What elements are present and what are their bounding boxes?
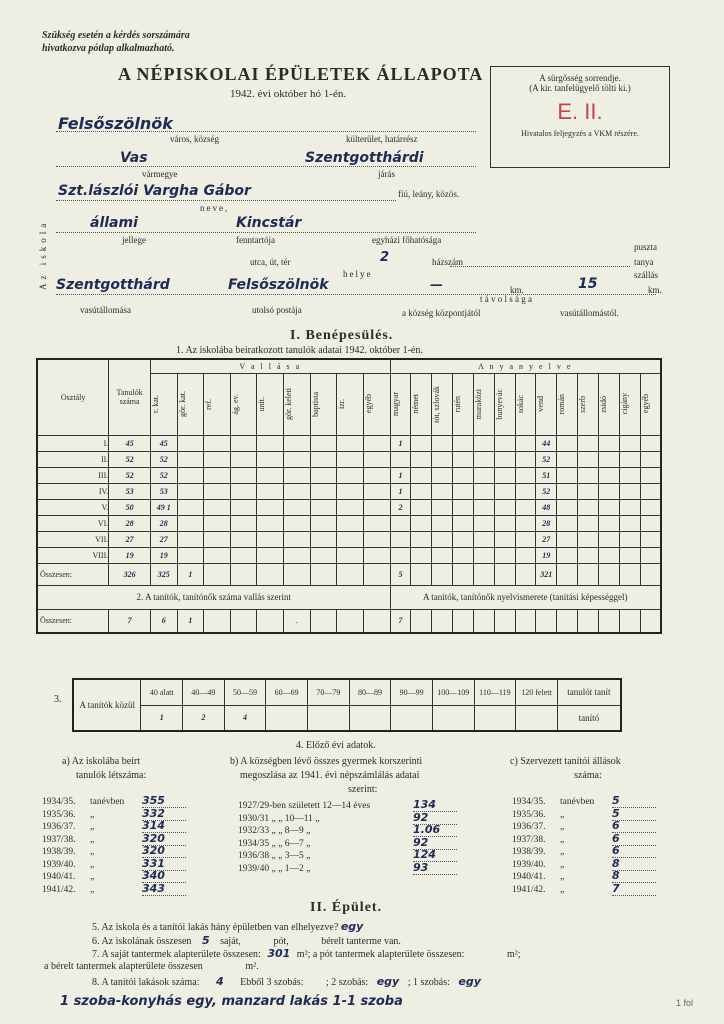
- year: 1934/35.: [42, 797, 76, 807]
- label: „: [560, 834, 565, 845]
- year: 1938/39.: [42, 847, 76, 857]
- age-value: [391, 705, 433, 731]
- cell-class: VIII.: [37, 547, 109, 563]
- value: 340: [142, 869, 186, 883]
- language-header: magyar: [390, 392, 400, 416]
- list-item: [238, 811, 508, 824]
- age-header: 70—79: [308, 679, 350, 705]
- table-row: [37, 451, 661, 467]
- dist-station-label: vasútállomástól.: [560, 308, 619, 318]
- station-label: vasútállomása: [80, 305, 131, 315]
- year: 1936/37.: [42, 822, 76, 832]
- religion-header: gör. kat.: [177, 391, 187, 417]
- q7-label-a: 7. A saját tantermek alapterülete összesen:: [92, 949, 261, 960]
- church-label: egyházi főhatósága: [372, 235, 442, 245]
- cell-magyar: [390, 515, 411, 531]
- list-item: [238, 861, 508, 874]
- year: 1935/36.: [512, 809, 546, 820]
- age-row-top: tanulót tanít: [557, 679, 621, 705]
- language-header: román: [557, 393, 567, 415]
- table-row: [37, 547, 661, 563]
- district-label: járás: [378, 169, 395, 179]
- label: 1936/38 „ „ 3—5 „: [238, 851, 311, 861]
- section1-subtitle: 1. Az iskolába beiratkozott tanulók adatai 1942. október 1-én.: [176, 345, 423, 356]
- cell-rkat: 27: [150, 531, 177, 547]
- tavolsaga-label: t á v o l s á g a: [480, 294, 532, 304]
- q6: [92, 934, 401, 947]
- station-value: Szentgotthárd: [56, 277, 170, 293]
- q8-2-value: egy: [376, 975, 400, 988]
- year: 1935/36.: [42, 809, 76, 820]
- q8-label-c: ; 2 szobás:: [325, 977, 369, 988]
- page-title: A NÉPISKOLAI ÉPÜLETEK ÁLLAPOTA: [118, 64, 484, 84]
- value: 355: [142, 794, 186, 808]
- age-header: 60—69: [266, 679, 308, 705]
- cell-rkat: 19: [150, 547, 177, 563]
- age-header: 40—49: [183, 679, 225, 705]
- language-header: sokác: [515, 394, 525, 414]
- table-row: [37, 515, 661, 531]
- religion-header: unit.: [257, 396, 267, 412]
- a-title2: tanulók létszáma:: [76, 770, 147, 781]
- page-mark: 1 fol: [676, 998, 694, 1008]
- age-value: [266, 705, 308, 731]
- col-tanulok-header: Tanulók száma: [109, 359, 151, 435]
- street-label: utca, út, tér: [250, 257, 291, 267]
- label: 1932/33 „ „ 8—9 „: [238, 826, 311, 836]
- language-header: cigány: [619, 393, 629, 415]
- tanya-line: [450, 266, 630, 267]
- city-label: város, község: [170, 134, 219, 144]
- label: „: [560, 872, 565, 882]
- value: 331: [142, 857, 186, 871]
- q7-label-e: m².: [245, 961, 259, 972]
- value: 8: [612, 869, 656, 883]
- value: 320: [142, 844, 186, 858]
- q7-label-d: a bérelt tantermek alapterülete összesen: [44, 961, 203, 972]
- station-line: [56, 294, 656, 295]
- q8-label-d: ; 1 szobás:: [407, 977, 450, 988]
- religion-header: r. kat.: [150, 395, 160, 413]
- q7: [92, 947, 521, 960]
- cell-rkat: 49 1: [150, 499, 177, 515]
- label: 1927/29-ben született 12—14 éves: [238, 801, 371, 811]
- value: 7: [612, 882, 656, 896]
- nature-line: [56, 232, 476, 233]
- house-label: házszám: [432, 257, 463, 267]
- szallas-label: szállás: [634, 270, 658, 280]
- label: „: [90, 872, 95, 882]
- age-header: 110—119: [474, 679, 516, 705]
- cell-class: VII.: [37, 531, 109, 547]
- label: „: [90, 809, 95, 820]
- sum-label: Összesen:: [37, 563, 109, 585]
- list-item: [42, 819, 222, 832]
- value: 6: [612, 832, 656, 846]
- urgency-box: [490, 66, 670, 168]
- table-row: [37, 531, 661, 547]
- value: 8: [612, 857, 656, 871]
- list-item: [512, 819, 672, 832]
- age-value: 1: [141, 705, 183, 731]
- sum-magyar: 5: [390, 563, 411, 585]
- value: 92: [413, 811, 457, 825]
- city-value: Felsőszölnök: [58, 114, 173, 133]
- q5-value: egy: [340, 920, 364, 933]
- maintainer-label: fenntartója: [236, 235, 275, 245]
- age-value: [474, 705, 516, 731]
- name-label: neve,: [200, 203, 230, 213]
- year: 1939/40.: [42, 859, 76, 870]
- vallasa-header: V a l l á s a: [150, 359, 390, 373]
- age-header: 40 alatt: [141, 679, 183, 705]
- puszta-label: puszta: [634, 242, 657, 252]
- cell-class: I.: [37, 435, 109, 451]
- language-header: tót, szlovák: [432, 385, 442, 423]
- value: 320: [142, 832, 186, 846]
- year: 1937/38.: [42, 834, 76, 845]
- b-list: [238, 798, 508, 873]
- teachers-gorkat: 1: [177, 609, 204, 633]
- list-item: [512, 844, 672, 857]
- cell-class: VI.: [37, 515, 109, 531]
- cell-total: 28: [109, 515, 151, 531]
- cell-vend: 27: [536, 531, 557, 547]
- q5: [92, 920, 363, 933]
- q8-label-b: Ebből 3 szobás:: [240, 977, 304, 988]
- label: 1930/31 „ „ 10—11 „: [238, 813, 320, 824]
- sum-gorkat: 1: [177, 563, 204, 585]
- teachers-dot: .: [284, 609, 311, 633]
- b-title2: megoszlása az 1941. évi népszámlálás adatai: [240, 770, 420, 781]
- cell-vend: 52: [536, 483, 557, 499]
- label: „: [90, 884, 95, 895]
- religion-header: izr.: [337, 399, 347, 409]
- value: 314: [142, 819, 186, 833]
- language-header: szerb: [578, 395, 588, 413]
- section1-title: I. Benépesülés.: [290, 328, 394, 343]
- language-header: muraközi: [473, 388, 483, 420]
- year: 1934/35.: [512, 797, 546, 807]
- q8-1-value: egy: [458, 975, 481, 988]
- school-type: fiú, leány, közös.: [398, 189, 460, 199]
- cell-magyar: [390, 547, 411, 563]
- dist-center-label: a község központjától: [402, 308, 481, 318]
- value: 124: [413, 848, 457, 862]
- list-item: [512, 857, 672, 870]
- q7-rented: [44, 961, 259, 972]
- c-title2: száma:: [574, 770, 602, 781]
- age-value: 2: [183, 705, 225, 731]
- year: 1941/42.: [42, 884, 76, 895]
- age-value: [349, 705, 391, 731]
- c-title1: c) Szervezett tanítói állások: [510, 756, 621, 767]
- teachers-sum-label: Összesen:: [37, 609, 109, 633]
- q6-label-d: bérelt tanterme van.: [321, 936, 401, 947]
- nature-label: jellege: [122, 235, 146, 245]
- q6-label-b: saját,: [220, 936, 241, 947]
- cell-total: 52: [109, 467, 151, 483]
- county-label: vármegye: [142, 169, 178, 179]
- label: „: [560, 884, 565, 895]
- list-item: [512, 832, 672, 845]
- sum-vend: 321: [536, 563, 557, 585]
- section4-title: 4. Előző évi adatok.: [296, 740, 376, 751]
- year: 1938/39.: [512, 847, 546, 857]
- school-name-value: Szt.lászlói Vargha Gábor: [58, 183, 251, 199]
- language-header: egyéb: [640, 394, 650, 414]
- list-item: [512, 807, 672, 820]
- anyanyelve-header: A n y a n y e l v e: [390, 359, 661, 373]
- outskirts-label: külterület, határrész: [346, 134, 418, 144]
- dist-station-value: 15: [578, 276, 598, 292]
- section2-title: II. Épület.: [310, 900, 383, 915]
- age-header: 90—99: [391, 679, 433, 705]
- q8-label-a: 8. A tanítói lakások száma:: [92, 977, 200, 988]
- age-row-bottom: tanító: [557, 705, 621, 731]
- value: 343: [142, 882, 186, 896]
- language-header: német: [411, 394, 421, 414]
- label: tanévben: [90, 797, 125, 807]
- list-item: [42, 807, 222, 820]
- value: 134: [413, 798, 457, 812]
- a-list: [42, 794, 222, 894]
- age-header: 100—109: [432, 679, 474, 705]
- cell-total: 53: [109, 483, 151, 499]
- side-label: Az iskola: [38, 219, 48, 290]
- post-value: Felsőszölnök: [228, 277, 329, 293]
- value: 92: [413, 836, 457, 850]
- label: tanévben: [560, 797, 595, 807]
- teachers-magyar: 7: [390, 609, 411, 633]
- cell-magyar: 2: [390, 499, 411, 515]
- tanya-label: tanya: [634, 257, 654, 267]
- cell-magyar: [390, 451, 411, 467]
- cell-vend: 51: [536, 467, 557, 483]
- q8-value: 4: [215, 975, 224, 988]
- dist-center-value: —: [430, 278, 443, 293]
- label: „: [90, 859, 95, 870]
- sum-rkat: 325: [150, 563, 177, 585]
- col-osztaly-header: Osztály: [37, 359, 109, 435]
- post-label: utolsó postája: [252, 305, 302, 315]
- cell-total: 45: [109, 435, 151, 451]
- label: „: [90, 834, 95, 845]
- age-header: 50—59: [224, 679, 266, 705]
- header-note-line2: hivatkozva pótlap alkalmazható.: [42, 43, 175, 54]
- value: 93: [413, 861, 457, 875]
- maintainer-value: Kincstár: [236, 215, 302, 231]
- q8: [92, 975, 487, 988]
- a-title1: a) Az iskolába beírt: [62, 756, 141, 767]
- urgency-line2: (A kir. tanfelügyelő tölti ki.): [529, 83, 631, 93]
- label: „: [560, 859, 565, 870]
- list-item: [42, 832, 222, 845]
- district-value: Szentgotthárdi: [305, 150, 424, 166]
- age-header: 80—89: [349, 679, 391, 705]
- table-row: [37, 483, 661, 499]
- q6-label-c: pót,: [273, 936, 289, 947]
- cell-rkat: 53: [150, 483, 177, 499]
- label: „: [560, 847, 565, 857]
- cell-vend: 48: [536, 499, 557, 515]
- b-title3: szerint:: [348, 784, 378, 795]
- county-line: [56, 166, 476, 167]
- language-header: vend: [536, 396, 546, 412]
- list-item: [238, 836, 508, 849]
- teachers-rkat: 6: [150, 609, 177, 633]
- name-line: [56, 200, 396, 201]
- age-label: A tanítók közül: [73, 679, 141, 731]
- list-item: [42, 869, 222, 882]
- cell-rkat: 52: [150, 467, 177, 483]
- teachers-lang-label: A tanítók, tanítónők nyelvismerete (tanítási képességgel): [390, 585, 661, 609]
- nature-value: állami: [90, 215, 138, 231]
- km-label-1: km.: [510, 285, 524, 295]
- table-row: [37, 467, 661, 483]
- list-item: [238, 848, 508, 861]
- age-value: 4: [224, 705, 266, 731]
- b-title1: b) A községben lévő összes gyermek korszerinti: [230, 756, 423, 767]
- label: „: [90, 847, 95, 857]
- label: „: [560, 809, 565, 820]
- teachers-total: 7: [109, 609, 151, 633]
- urgency-stamp: E. II.: [557, 99, 603, 124]
- age-value: [432, 705, 474, 731]
- cell-total: 52: [109, 451, 151, 467]
- cell-magyar: 1: [390, 435, 411, 451]
- header-note-line1: Szükség esetén a kérdés sorszámára: [42, 30, 190, 41]
- cell-rkat: 52: [150, 451, 177, 467]
- page-subtitle: 1942. évi október hó 1-én.: [230, 88, 347, 100]
- km-label-2: km.: [648, 285, 662, 295]
- c-list: [512, 794, 672, 894]
- helye-label: helye: [343, 269, 373, 279]
- q6-label-a: 6. Az iskolának összesen: [92, 936, 192, 947]
- cell-vend: 28: [536, 515, 557, 531]
- footer-handwriting: 1 szoba-konyhás egy, manzard lakás 1-1 szoba: [60, 994, 403, 1009]
- list-item: [42, 844, 222, 857]
- urgency-line1: A sürgősség sorrendje.: [539, 73, 621, 83]
- age-table: [72, 678, 622, 732]
- year: 1939/40.: [512, 859, 546, 870]
- list-item: [238, 798, 508, 811]
- q7-value: 301: [267, 947, 291, 960]
- list-item: [42, 794, 222, 807]
- year: 1937/38.: [512, 834, 546, 845]
- cell-class: III.: [37, 467, 109, 483]
- cell-class: V.: [37, 499, 109, 515]
- language-header: rutén: [453, 395, 463, 413]
- cell-magyar: 1: [390, 467, 411, 483]
- cell-magyar: [390, 531, 411, 547]
- age-value: [516, 705, 558, 731]
- cell-total: 27: [109, 531, 151, 547]
- value: 6: [612, 844, 656, 858]
- county-value: Vas: [120, 150, 148, 166]
- value: 5: [612, 794, 656, 808]
- section3-num: 3.: [54, 694, 62, 705]
- label: 1939/40 „ „ 1—2 „: [238, 863, 311, 874]
- list-item: [512, 794, 672, 807]
- age-value: [308, 705, 350, 731]
- urgency-footer: Hivatalos feljegyzés a VKM részére.: [521, 129, 639, 138]
- religion-header: ág. ev.: [230, 393, 240, 415]
- cell-total: 19: [109, 547, 151, 563]
- list-item: [42, 882, 222, 895]
- religion-header: baptista: [310, 391, 320, 417]
- value: 1.06: [413, 823, 457, 837]
- cell-total: 50: [109, 499, 151, 515]
- q5-label: 5. Az iskola és a tanítói lakás hány épületben van elhelyezve?: [92, 922, 339, 933]
- list-item: [512, 869, 672, 882]
- year: 1940/41.: [512, 872, 546, 882]
- table-row: [37, 499, 661, 515]
- cell-rkat: 45: [150, 435, 177, 451]
- value: 6: [612, 819, 656, 833]
- students-table: [36, 358, 662, 634]
- label: „: [560, 822, 565, 832]
- q7-label-b: m²; a pót tantermek alapterülete összesen:: [296, 949, 465, 960]
- cell-magyar: 1: [390, 483, 411, 499]
- age-header: 120 felett: [516, 679, 558, 705]
- year: 1936/37.: [512, 822, 546, 832]
- house-value: 2: [380, 250, 390, 265]
- religion-header: gör. keleti: [284, 388, 294, 420]
- cell-class: IV.: [37, 483, 109, 499]
- list-item: [42, 857, 222, 870]
- cell-class: II.: [37, 451, 109, 467]
- language-header: bunyevác: [494, 388, 504, 420]
- language-header: zsidó: [598, 395, 608, 413]
- religion-header: ref.: [204, 398, 214, 410]
- year: 1940/41.: [42, 872, 76, 882]
- sum-total: 326: [109, 563, 151, 585]
- cell-vend: 19: [536, 547, 557, 563]
- year: 1941/42.: [512, 884, 546, 895]
- cell-vend: 52: [536, 451, 557, 467]
- table-row: [37, 435, 661, 451]
- q6-value: 5: [201, 934, 210, 947]
- value: 332: [142, 807, 186, 821]
- q7-label-c: m²;: [506, 949, 521, 960]
- religion-header: egyéb: [363, 394, 373, 414]
- cell-vend: 44: [536, 435, 557, 451]
- cell-rkat: 28: [150, 515, 177, 531]
- label: „: [90, 822, 95, 832]
- list-item: [512, 882, 672, 895]
- value: 5: [612, 807, 656, 821]
- teachers-rel-label: 2. A tanítók, tanítónők száma vallás szerint: [37, 585, 390, 609]
- list-item: [238, 823, 508, 836]
- label: 1934/35 „ „ 6—7 „: [238, 838, 311, 849]
- city-line: [56, 131, 476, 132]
